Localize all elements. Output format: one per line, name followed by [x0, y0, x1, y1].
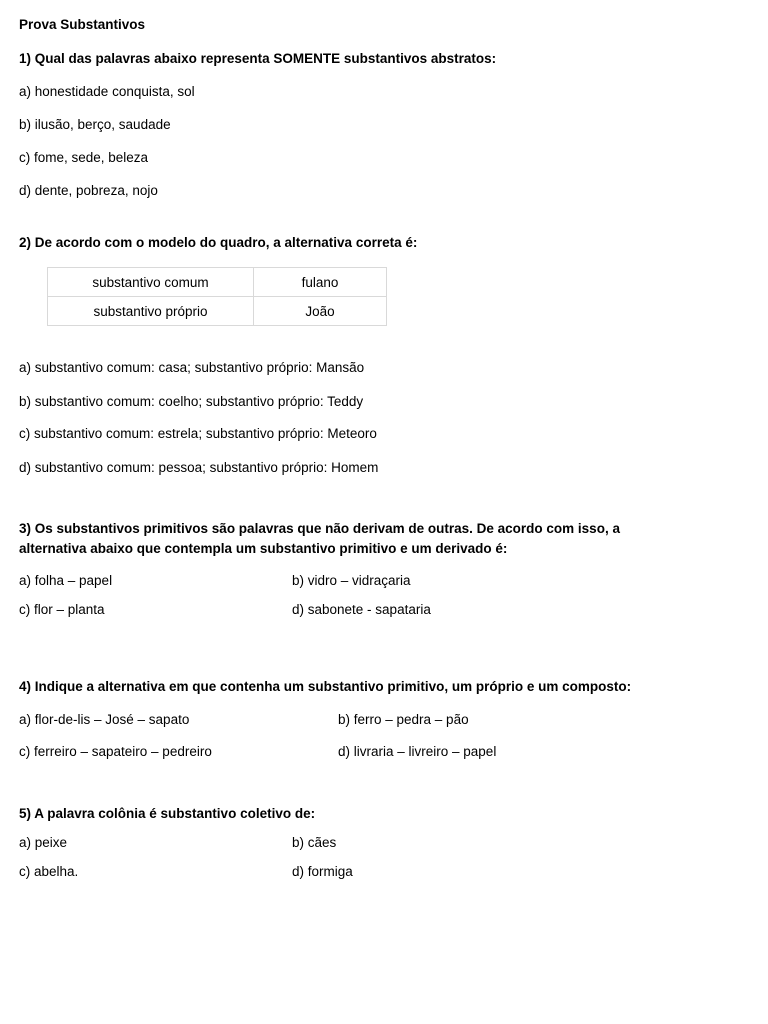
q1-option-b: b) ilusão, berço, saudade: [19, 117, 171, 132]
q1-option-c: c) fome, sede, beleza: [19, 150, 149, 165]
q3-option-c: c) flor – planta: [19, 602, 105, 617]
q2-option-b: b) substantivo comum: coelho; substantivo próprio: Teddy: [19, 394, 364, 409]
table-row: [48, 268, 387, 297]
q5-option-a: a) peixe: [19, 835, 68, 850]
q4-option-d: d) livraria – livreiro – papel: [338, 744, 497, 759]
q2-option-d: d) substantivo comum: pessoa; substantivo próprio: Homem: [19, 460, 379, 475]
q2-option-c: c) substantivo comum: estrela; substantivo próprio: Meteoro: [19, 426, 377, 441]
question-1: 1) Qual das palavras abaixo representa SOMENTE substantivos abstratos:: [19, 51, 497, 66]
q2-option-a: a) substantivo comum: casa; substantivo próprio: Mansão: [19, 360, 365, 375]
question-3-line-2: alternativa abaixo que contempla um substantivo primitivo e um derivado é:: [19, 541, 508, 556]
table-cell: João: [254, 297, 387, 326]
question-4: 4) Indique a alternativa em que contenha um substantivo primitivo, um próprio e um composto:: [19, 679, 632, 694]
table-cell: substantivo comum: [48, 268, 254, 297]
q4-option-c: c) ferreiro – sapateiro – pedreiro: [19, 744, 212, 759]
q1-option-d: d) dente, pobreza, nojo: [19, 183, 158, 198]
model-table: [47, 267, 387, 326]
table-cell: fulano: [254, 268, 387, 297]
q5-option-c: c) abelha.: [19, 864, 79, 879]
question-2: 2) De acordo com o modelo do quadro, a alternativa correta é:: [19, 235, 418, 250]
table-cell: substantivo próprio: [48, 297, 254, 326]
q5-option-d: d) formiga: [292, 864, 353, 879]
question-3-line-1: 3) Os substantivos primitivos são palavras que não derivam de outras. De acordo com isso, a: [19, 521, 620, 536]
q3-option-a: a) folha – papel: [19, 573, 113, 588]
q3-option-b: b) vidro – vidraçaria: [292, 573, 411, 588]
page-title: Prova Substantivos: [19, 17, 146, 32]
q1-option-a: a) honestidade conquista, sol: [19, 84, 195, 99]
table-row: [48, 297, 387, 326]
question-5: 5) A palavra colônia é substantivo coletivo de:: [19, 806, 316, 821]
q3-option-d: d) sabonete - sapataria: [292, 602, 431, 617]
q4-option-b: b) ferro – pedra – pão: [338, 712, 469, 727]
q4-option-a: a) flor-de-lis – José – sapato: [19, 712, 190, 727]
q5-option-b: b) cães: [292, 835, 337, 850]
